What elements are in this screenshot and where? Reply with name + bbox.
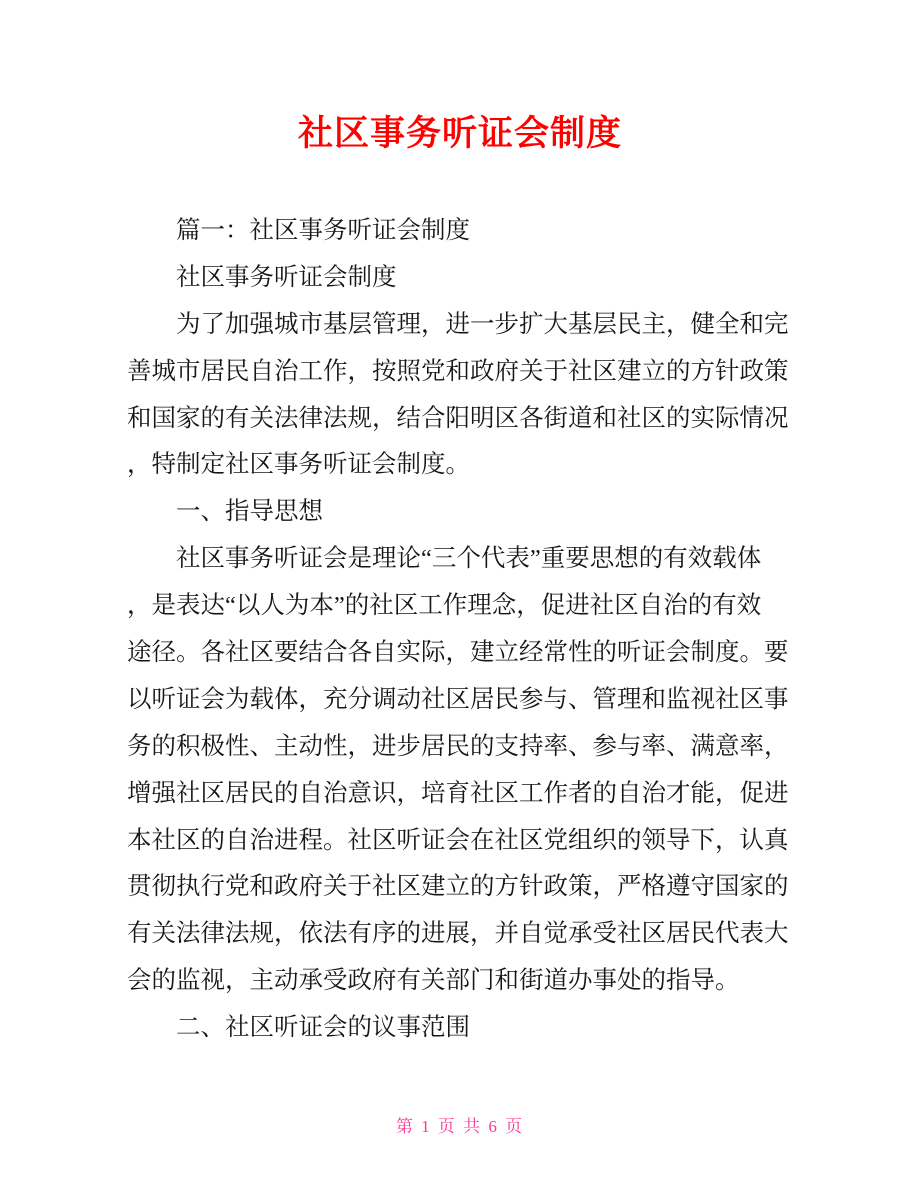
text-line: ，是表达“以人为本”的社区工作理念，促进社区自治的有效 — [127, 592, 762, 620]
text-line: 善城市居民自治工作，按照党和政府关于社区建立的方针政策 — [127, 357, 789, 385]
text-line: 社区事务听证会制度 — [176, 263, 397, 291]
text-line: 会的监视，主动承受政府有关部门和街道办事处的指导。 — [127, 967, 740, 995]
text-line: 篇一：社区事务听证会制度 — [176, 217, 470, 244]
text-line: 贯彻执行党和政府关于社区建立的方针政策，严格遵守国家的 — [127, 873, 789, 901]
page-number-footer: 第 1 页 共 6 页 — [395, 1117, 525, 1136]
text-line: 社区事务听证会是理论“三个代表”重要思想的有效载体 — [176, 545, 762, 573]
paragraph — [127, 302, 797, 490]
text-line: 二、社区听证会的议事范围 — [176, 1014, 470, 1042]
text-line: 和国家的有关法律法规，结合阳明区各街道和社区的实际情况 — [127, 404, 789, 432]
text-line: 有关法律法规，依法有序的进展，并自觉承受社区居民代表大 — [127, 920, 789, 948]
paragraph — [127, 1005, 797, 1052]
text-line: 为了加强城市基层管理，进一步扩大基层民主，健全和完 — [176, 310, 789, 338]
paragraph — [127, 536, 797, 1005]
document-body — [127, 208, 797, 1052]
text-line: 本社区的自治进程。社区听证会在社区党组织的领导下，认真 — [127, 826, 789, 854]
paragraph — [127, 208, 797, 255]
paragraph — [127, 255, 797, 302]
text-line: 一、指导思想 — [176, 498, 323, 526]
text-line: 增强社区居民的自治意识，培育社区工作者的自治才能，促进 — [127, 779, 789, 807]
text-line: 务的积极性、主动性，进步居民的支持率、参与率、满意率， — [127, 732, 789, 760]
text-line: 途径。各社区要结合各自实际，建立经常性的听证会制度。要 — [127, 639, 789, 667]
document-title: 社区事务听证会制度 — [297, 114, 622, 153]
paragraph — [127, 489, 797, 536]
text-line: 以听证会为载体，充分调动社区居民参与、管理和监视社区事 — [127, 685, 789, 713]
text-line: ，特制定社区事务听证会制度。 — [127, 451, 470, 479]
